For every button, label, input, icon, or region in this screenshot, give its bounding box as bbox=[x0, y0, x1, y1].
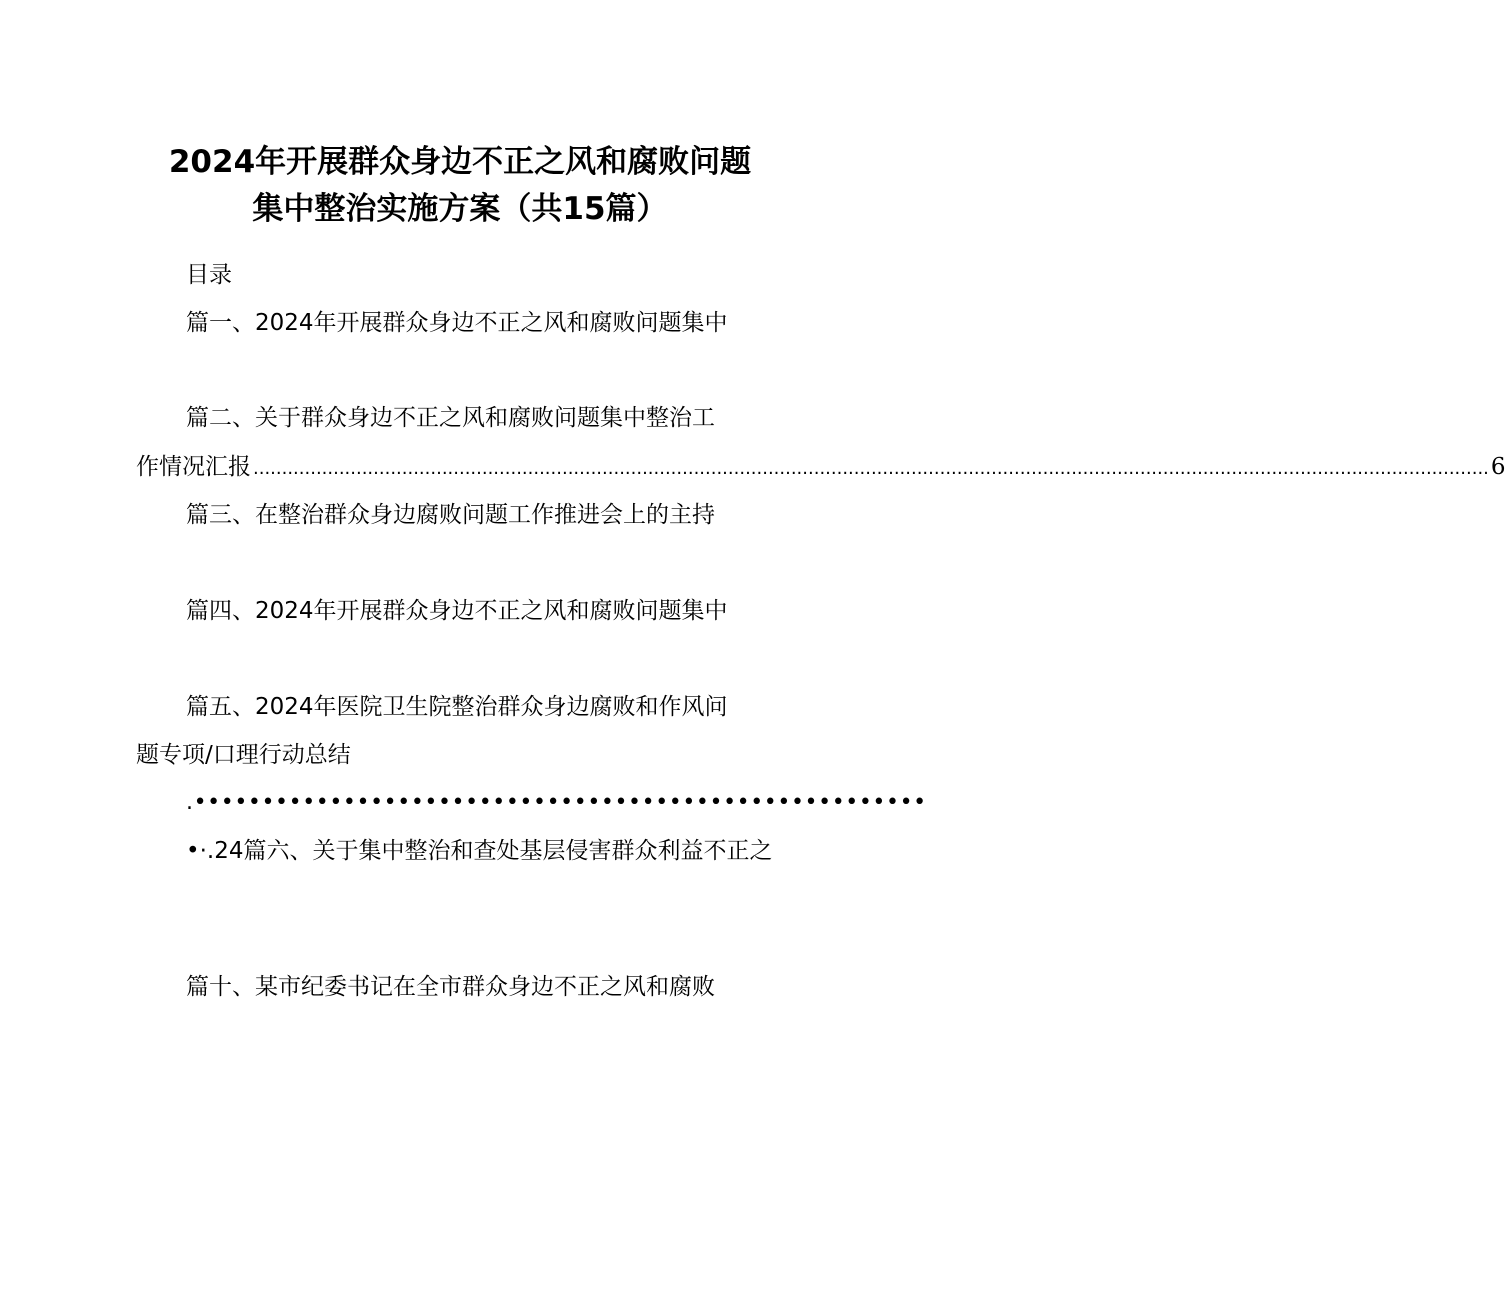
toc-entry-2-line-2 bbox=[136, 452, 1506, 484]
toc-entry-5-line-2: 题专项/口理行动总结 bbox=[136, 742, 351, 768]
toc-entry-4: 篇四、2024年开展群众身边不正之风和腐败问题集中 bbox=[186, 598, 728, 624]
toc-entry-2-line-1: 篇二、关于群众身边不正之风和腐败问题集中整治工 bbox=[186, 405, 715, 431]
toc-entry-2-page-number: 6 bbox=[1490, 454, 1506, 480]
toc-leader-row: .•••••••••••••••••••••••••••••••••••••••••••••••••••••• bbox=[186, 790, 927, 815]
toc-entry-3: 篇三、在整治群众身边腐败问题工作推进会上的主持 bbox=[186, 502, 715, 528]
document-title-line-1: 2024年开展群众身边不正之风和腐败问题 bbox=[168, 144, 752, 180]
toc-entry-2-text: 作情况汇报 bbox=[136, 454, 251, 480]
toc-leader-dots bbox=[253, 454, 1489, 484]
toc-entry-10: 篇十、某市纪委书记在全市群众身边不正之风和腐败 bbox=[186, 974, 715, 1000]
toc-entry-5-line-1: 篇五、2024年医院卫生院整治群众身边腐败和作风问 bbox=[186, 694, 728, 720]
toc-entry-1: 篇一、2024年开展群众身边不正之风和腐败问题集中 bbox=[186, 310, 728, 336]
toc-entry-6: •·.24篇六、关于集中整治和查处基层侵害群众利益不正之 bbox=[186, 838, 773, 864]
document-title-line-2: 集中整治实施方案（共15篇） bbox=[252, 191, 668, 227]
toc-heading: 目录 bbox=[186, 262, 232, 288]
